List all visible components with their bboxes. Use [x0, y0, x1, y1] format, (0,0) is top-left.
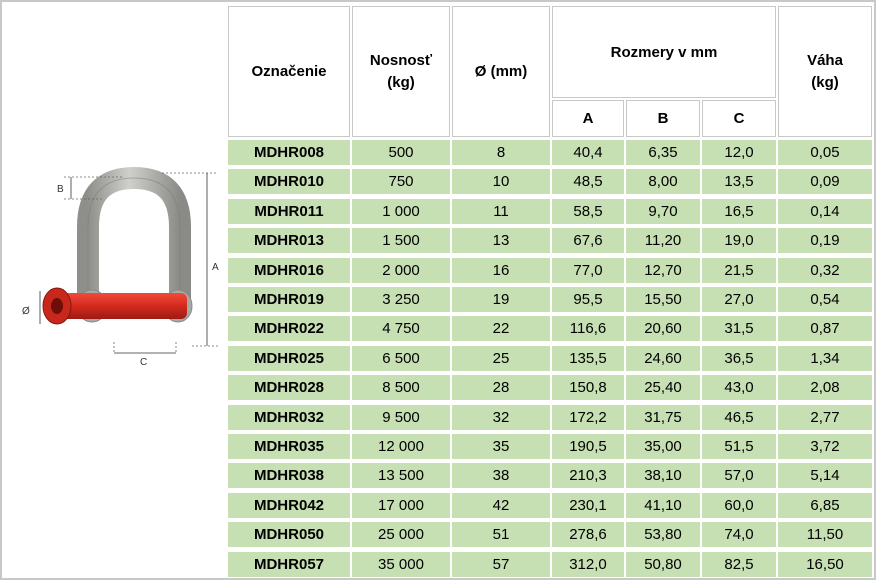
table-cell-c: 60,0	[702, 493, 776, 518]
table-cell-capacity: 13 500	[352, 463, 450, 488]
table-cell-c: 27,0	[702, 287, 776, 312]
header-dim-b: B	[626, 100, 700, 137]
table-cell-weight: 0,87	[778, 316, 872, 341]
table-cell-c: 82,5	[702, 552, 776, 577]
table-cell-diameter: 28	[452, 375, 550, 400]
table-cell-diameter: 42	[452, 493, 550, 518]
table-cell-weight: 0,32	[778, 258, 872, 283]
table-cell-code: MDHR028	[228, 375, 350, 400]
table-cell-a: 278,6	[552, 522, 624, 547]
table-cell-capacity: 6 500	[352, 346, 450, 371]
table-cell-c: 57,0	[702, 463, 776, 488]
table-cell-a: 230,1	[552, 493, 624, 518]
table-cell-b: 8,00	[626, 169, 700, 194]
table-cell-b: 38,10	[626, 463, 700, 488]
table-cell-diameter: 32	[452, 405, 550, 430]
table-cell-a: 150,8	[552, 375, 624, 400]
dimension-a-label: A	[212, 262, 219, 273]
table-cell-diameter: 19	[452, 287, 550, 312]
table-cell-diameter: 10	[452, 169, 550, 194]
table-cell-diameter: 11	[452, 199, 550, 224]
table-cell-code: MDHR032	[228, 405, 350, 430]
table-cell-diameter: 22	[452, 316, 550, 341]
table-cell-b: 50,80	[626, 552, 700, 577]
table-cell-weight: 0,05	[778, 140, 872, 165]
table-cell-a: 210,3	[552, 463, 624, 488]
table-cell-capacity: 35 000	[352, 552, 450, 577]
table-cell-capacity: 750	[352, 169, 450, 194]
table-cell-capacity: 8 500	[352, 375, 450, 400]
table-cell-b: 9,70	[626, 199, 700, 224]
table-cell-weight: 1,34	[778, 346, 872, 371]
table-cell-code: MDHR016	[228, 258, 350, 283]
header-dim-a: A	[552, 100, 624, 137]
table-cell-b: 25,40	[626, 375, 700, 400]
table-cell-a: 40,4	[552, 140, 624, 165]
table-cell-c: 12,0	[702, 140, 776, 165]
table-cell-code: MDHR042	[228, 493, 350, 518]
table-cell-weight: 0,14	[778, 199, 872, 224]
table-cell-diameter: 51	[452, 522, 550, 547]
table-cell-capacity: 2 000	[352, 258, 450, 283]
table-cell-weight: 3,72	[778, 434, 872, 459]
header-dimensions: Rozmery v mm	[552, 6, 776, 98]
table-cell-a: 116,6	[552, 316, 624, 341]
table-cell-code: MDHR038	[228, 463, 350, 488]
table-cell-b: 11,20	[626, 228, 700, 253]
table-cell-a: 135,5	[552, 346, 624, 371]
table-cell-c: 21,5	[702, 258, 776, 283]
table-cell-capacity: 12 000	[352, 434, 450, 459]
table-cell-b: 35,00	[626, 434, 700, 459]
shackle-pin	[57, 293, 187, 319]
table-cell-b: 6,35	[626, 140, 700, 165]
table-cell-a: 172,2	[552, 405, 624, 430]
table-cell-code: MDHR013	[228, 228, 350, 253]
table-cell-weight: 11,50	[778, 522, 872, 547]
header-dim-c: C	[702, 100, 776, 137]
table-cell-capacity: 3 250	[352, 287, 450, 312]
table-cell-weight: 0,09	[778, 169, 872, 194]
table-cell-capacity: 4 750	[352, 316, 450, 341]
table-cell-c: 19,0	[702, 228, 776, 253]
table-cell-a: 48,5	[552, 169, 624, 194]
table-cell-weight: 2,08	[778, 375, 872, 400]
table-cell-diameter: 38	[452, 463, 550, 488]
table-cell-weight: 5,14	[778, 463, 872, 488]
table-cell-diameter: 35	[452, 434, 550, 459]
dimension-b-label: B	[57, 184, 64, 195]
table-cell-c: 74,0	[702, 522, 776, 547]
table-cell-diameter: 16	[452, 258, 550, 283]
table-cell-diameter: 25	[452, 346, 550, 371]
table-cell-code: MDHR035	[228, 434, 350, 459]
shackle-illustration	[2, 2, 224, 576]
table-cell-capacity: 9 500	[352, 405, 450, 430]
table-cell-c: 31,5	[702, 316, 776, 341]
table-cell-c: 46,5	[702, 405, 776, 430]
header-weight	[778, 6, 872, 137]
header-capacity: Nosnosť (kg)	[352, 6, 450, 137]
table-cell-weight: 2,77	[778, 405, 872, 430]
table-cell-code: MDHR022	[228, 316, 350, 341]
table-cell-c: 43,0	[702, 375, 776, 400]
table-cell-capacity: 1 000	[352, 199, 450, 224]
table-cell-c: 36,5	[702, 346, 776, 371]
table-cell-c: 16,5	[702, 199, 776, 224]
table-cell-code: MDHR019	[228, 287, 350, 312]
table-cell-a: 95,5	[552, 287, 624, 312]
shackle-diagram	[2, 2, 224, 576]
table-cell-code: MDHR057	[228, 552, 350, 577]
shackle-body	[88, 178, 180, 302]
table-cell-code: MDHR050	[228, 522, 350, 547]
table-cell-b: 53,80	[626, 522, 700, 547]
table-cell-b: 24,60	[626, 346, 700, 371]
table-cell-a: 312,0	[552, 552, 624, 577]
table-cell-b: 20,60	[626, 316, 700, 341]
table-cell-capacity: 500	[352, 140, 450, 165]
dimension-diameter-label: Ø	[22, 306, 30, 317]
table-cell-c: 13,5	[702, 169, 776, 194]
table-cell-capacity: 25 000	[352, 522, 450, 547]
table-cell-a: 77,0	[552, 258, 624, 283]
table-cell-weight: 6,85	[778, 493, 872, 518]
header-code: Označenie	[228, 6, 350, 137]
table-cell-code: MDHR011	[228, 199, 350, 224]
table-cell-weight: 0,54	[778, 287, 872, 312]
table-cell-weight: 16,50	[778, 552, 872, 577]
table-cell-c: 51,5	[702, 434, 776, 459]
table-cell-b: 15,50	[626, 287, 700, 312]
table-cell-capacity: 1 500	[352, 228, 450, 253]
table-cell-weight: 0,19	[778, 228, 872, 253]
table-cell-diameter: 57	[452, 552, 550, 577]
header-weight-label: Váha (kg)	[807, 51, 843, 91]
header-diameter: Ø (mm)	[452, 6, 550, 137]
table-cell-b: 31,75	[626, 405, 700, 430]
dimension-c-label: C	[140, 357, 148, 368]
table-cell-b: 12,70	[626, 258, 700, 283]
table-cell-code: MDHR025	[228, 346, 350, 371]
table-cell-capacity: 17 000	[352, 493, 450, 518]
table-cell-a: 67,6	[552, 228, 624, 253]
table-cell-a: 58,5	[552, 199, 624, 224]
table-cell-diameter: 13	[452, 228, 550, 253]
table-cell-diameter: 8	[452, 140, 550, 165]
table-cell-code: MDHR010	[228, 169, 350, 194]
table-cell-a: 190,5	[552, 434, 624, 459]
table-cell-b: 41,10	[626, 493, 700, 518]
table-cell-code: MDHR008	[228, 140, 350, 165]
